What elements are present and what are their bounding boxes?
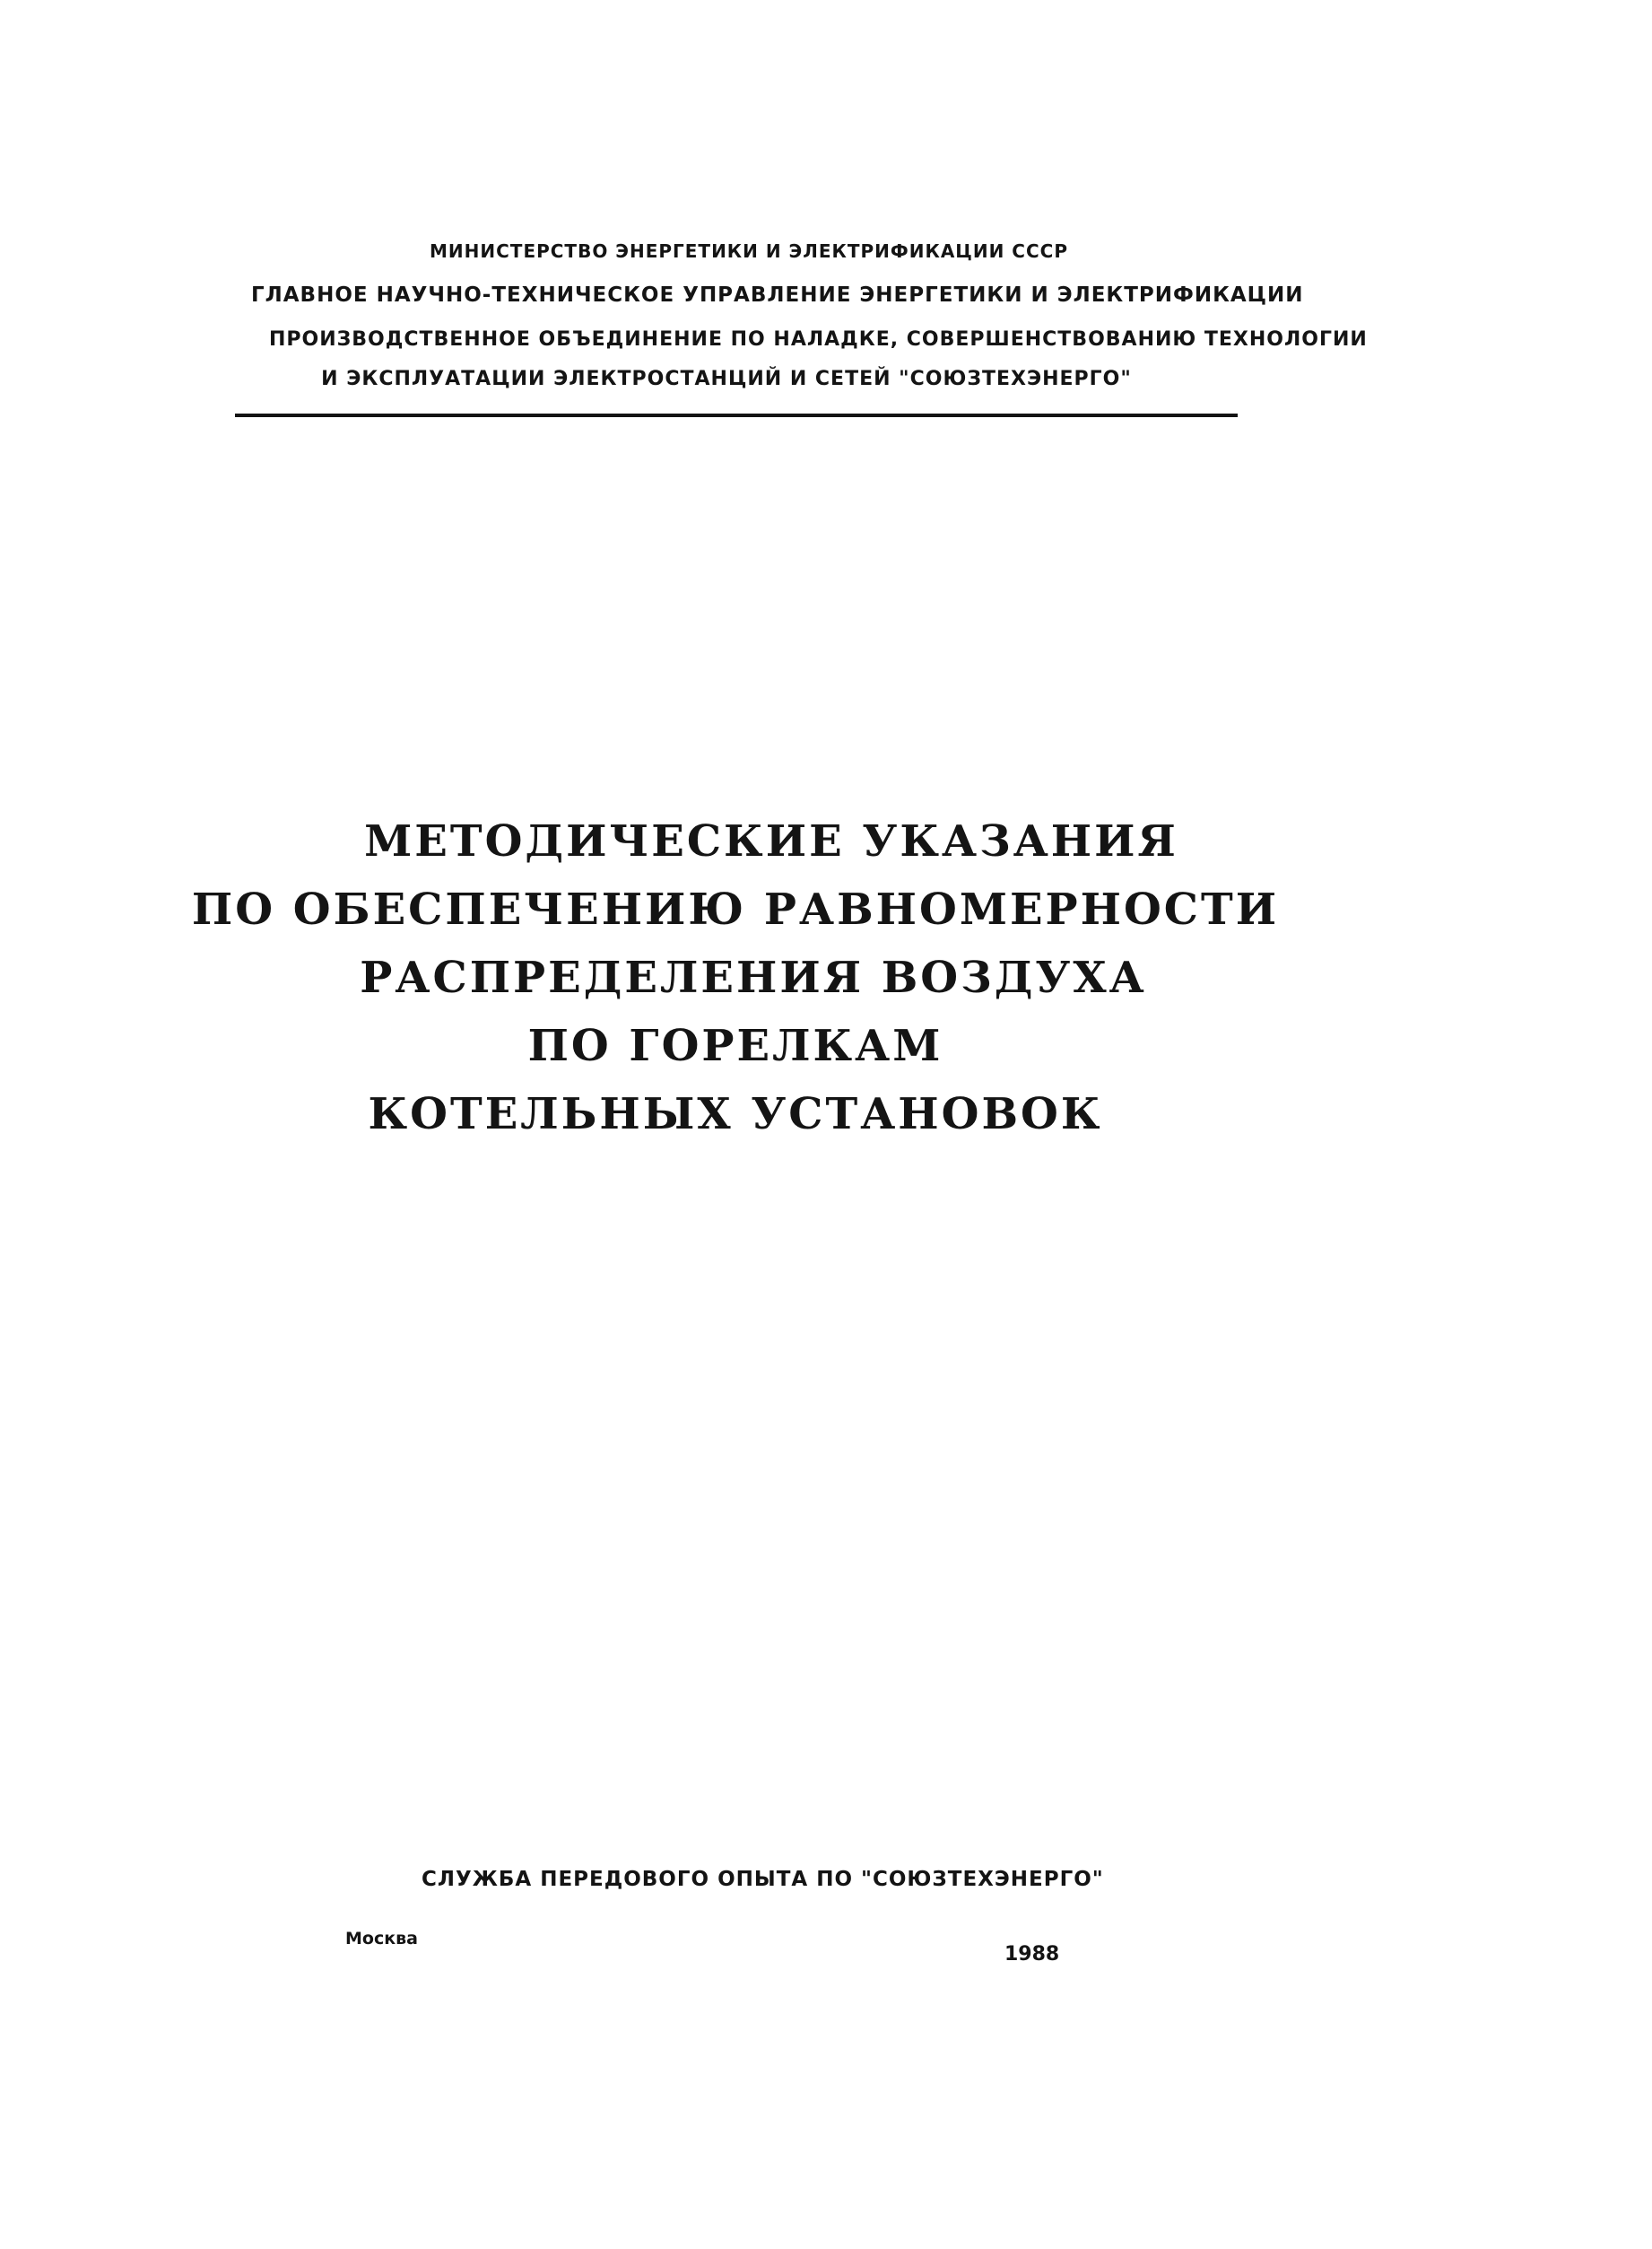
title-line-1: МЕТОДИЧЕСКИЕ УКАЗАНИЯ [364, 816, 1178, 867]
publication-year: 1988 [1004, 1943, 1060, 1966]
association-name-line1: ПРОИЗВОДСТВЕННОЕ ОБЪЕДИНЕНИЕ ПО НАЛАДКЕ, СОВЕРШЕНСТВОВАНИЮ ТЕХНОЛОГИИ [269, 328, 1368, 351]
title-line-5: КОТЕЛЬНЫХ УСТАНОВОК [368, 1089, 1103, 1139]
association-name-line2: И ЭКСПЛУАТАЦИИ ЭЛЕКТРОСТАНЦИЙ И СЕТЕЙ "СОЮЗТЕХЭНЕРГО" [321, 368, 1132, 390]
main-directorate-name: ГЛАВНОЕ НАУЧНО-ТЕХНИЧЕСКОЕ УПРАВЛЕНИЕ ЭНЕРГЕТИКИ И ЭЛЕКТРИФИКАЦИИ [251, 283, 1304, 307]
publication-city: Москва [345, 1929, 418, 1948]
publisher-service: СЛУЖБА ПЕРЕДОВОГО ОПЫТА ПО "СОЮЗТЕХЭНЕРГО" [422, 1868, 1104, 1891]
ministry-name: МИНИСТЕРСТВО ЭНЕРГЕТИКИ И ЭЛЕКТРИФИКАЦИИ СССР [430, 240, 1068, 262]
issuing-organizations [233, 240, 1368, 390]
header-divider [235, 414, 1238, 417]
title-line-3: РАСПРЕДЕЛЕНИЯ ВОЗДУХА [360, 953, 1147, 1003]
title-line-4: ПО ГОРЕЛКАМ [527, 1021, 943, 1071]
document-title [179, 807, 1291, 1148]
title-line-2: ПО ОБЕСПЕЧЕНИЮ РАВНОМЕРНОСТИ [191, 885, 1280, 935]
